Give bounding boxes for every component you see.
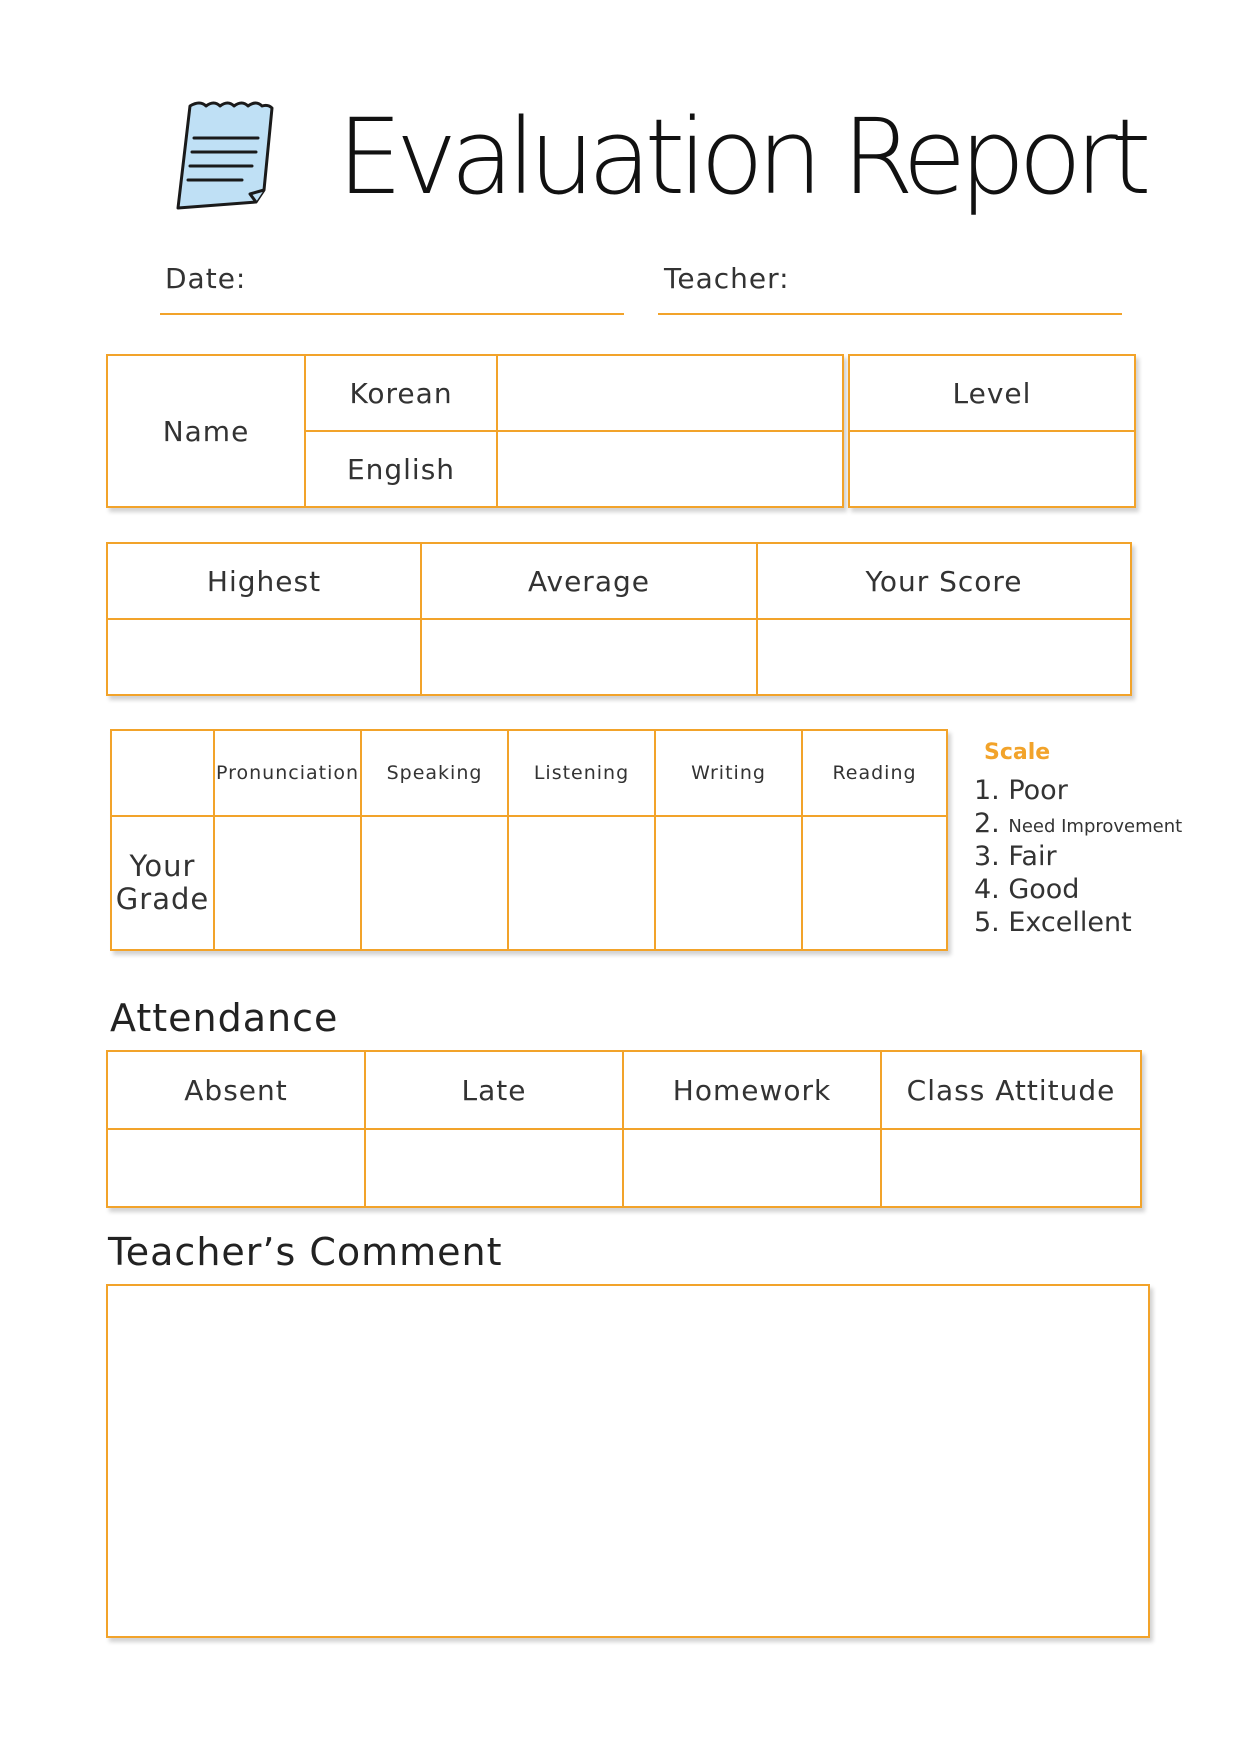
teacher-input-line[interactable] xyxy=(658,313,1122,315)
date-label: Date: xyxy=(165,262,247,295)
homework-input[interactable] xyxy=(624,1130,880,1206)
class-attitude-header: Class Attitude xyxy=(906,1073,1116,1107)
your-score-header: Your Score xyxy=(865,564,1023,598)
date-input-line[interactable] xyxy=(160,313,624,315)
level-label: Level xyxy=(952,376,1032,410)
reading-header: Reading xyxy=(832,762,917,784)
note-icon xyxy=(170,98,290,218)
scale-item-good: 4. Good xyxy=(974,874,1080,905)
korean-name-input[interactable] xyxy=(498,356,842,430)
scale-item-poor: 1. Poor xyxy=(974,775,1068,806)
scale-list xyxy=(974,774,1182,939)
average-header: Average xyxy=(528,564,650,598)
pronunciation-grade-input[interactable] xyxy=(215,817,360,949)
teacher-label: Teacher: xyxy=(664,262,790,295)
scale-item-need-improvement: 2. Need Improvement xyxy=(974,808,1183,839)
homework-header: Homework xyxy=(672,1073,832,1107)
comment-box[interactable] xyxy=(106,1284,1150,1638)
attendance-table xyxy=(106,1050,1142,1208)
scale-item-excellent: 5. Excellent xyxy=(974,907,1132,938)
listening-header: Listening xyxy=(533,762,630,784)
writing-grade-input[interactable] xyxy=(656,817,801,949)
scale-title: Scale xyxy=(984,740,1051,765)
korean-label: Korean xyxy=(349,376,453,410)
highest-input[interactable] xyxy=(108,620,420,694)
average-input[interactable] xyxy=(422,620,756,694)
grade-table xyxy=(110,729,948,951)
english-label: English xyxy=(346,452,456,486)
speaking-grade-input[interactable] xyxy=(362,817,507,949)
comment-title: Teacher’s Comment xyxy=(108,1230,503,1274)
writing-header: Writing xyxy=(691,762,766,784)
your-grade-label: Your Grade xyxy=(115,849,210,916)
absent-input[interactable] xyxy=(108,1130,364,1206)
page-title: Evaluation Report xyxy=(337,96,1145,218)
pronunciation-header: Pronunciation xyxy=(215,762,360,784)
speaking-header: Speaking xyxy=(386,762,483,784)
name-table xyxy=(106,354,844,508)
name-label: Name xyxy=(162,414,250,448)
level-table xyxy=(848,354,1136,508)
scale-item-fair: 3. Fair xyxy=(974,841,1057,872)
late-header: Late xyxy=(461,1073,527,1107)
attendance-title: Attendance xyxy=(110,996,339,1040)
score-table xyxy=(106,542,1132,696)
class-attitude-input[interactable] xyxy=(882,1130,1140,1206)
reading-grade-input[interactable] xyxy=(803,817,946,949)
absent-header: Absent xyxy=(184,1073,288,1107)
english-name-input[interactable] xyxy=(498,432,842,506)
listening-grade-input[interactable] xyxy=(509,817,654,949)
late-input[interactable] xyxy=(366,1130,622,1206)
highest-header: Highest xyxy=(206,564,322,598)
your-score-input[interactable] xyxy=(758,620,1130,694)
level-input[interactable] xyxy=(850,432,1134,506)
